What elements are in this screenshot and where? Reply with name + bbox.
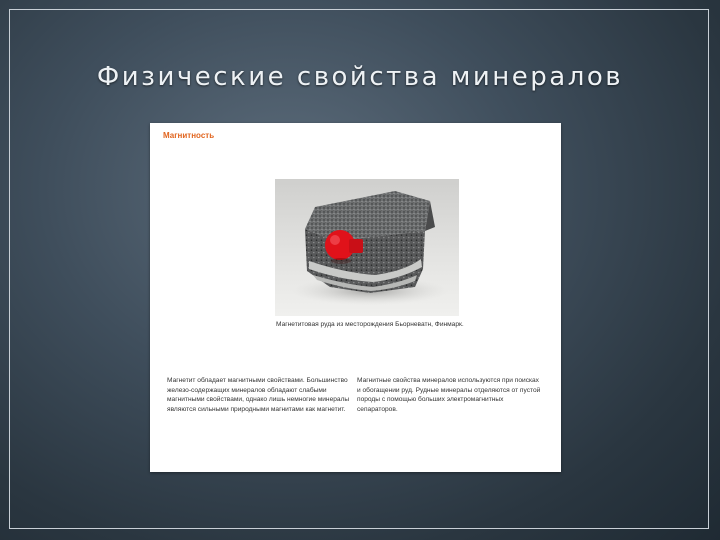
right-paragraph: Магнитные свойства минералов используются при поисках и обогащении руд. Рудные минералы отделяются от пустой породы с помощью больших электромагнитных сепараторов. [357,377,541,413]
magnetite-ore-illustration [275,179,459,316]
magnetite-ore-photo [275,179,459,316]
left-paragraph: Магнетит обладает магнитными свойствами. Большинство железо-содержащих минералов обладают слабыми магнитными свойствами, однако лишь немногие минералы являются сильными природными магнитами как магнетит. [167,377,350,413]
content-card [150,123,561,472]
slide-title: Физические свойства минералов [96,62,624,92]
card-heading: Магнитность [163,131,215,140]
photo-caption: Магнетитовая руда из месторождения Бьорневатн, Финмарк. [276,321,464,328]
